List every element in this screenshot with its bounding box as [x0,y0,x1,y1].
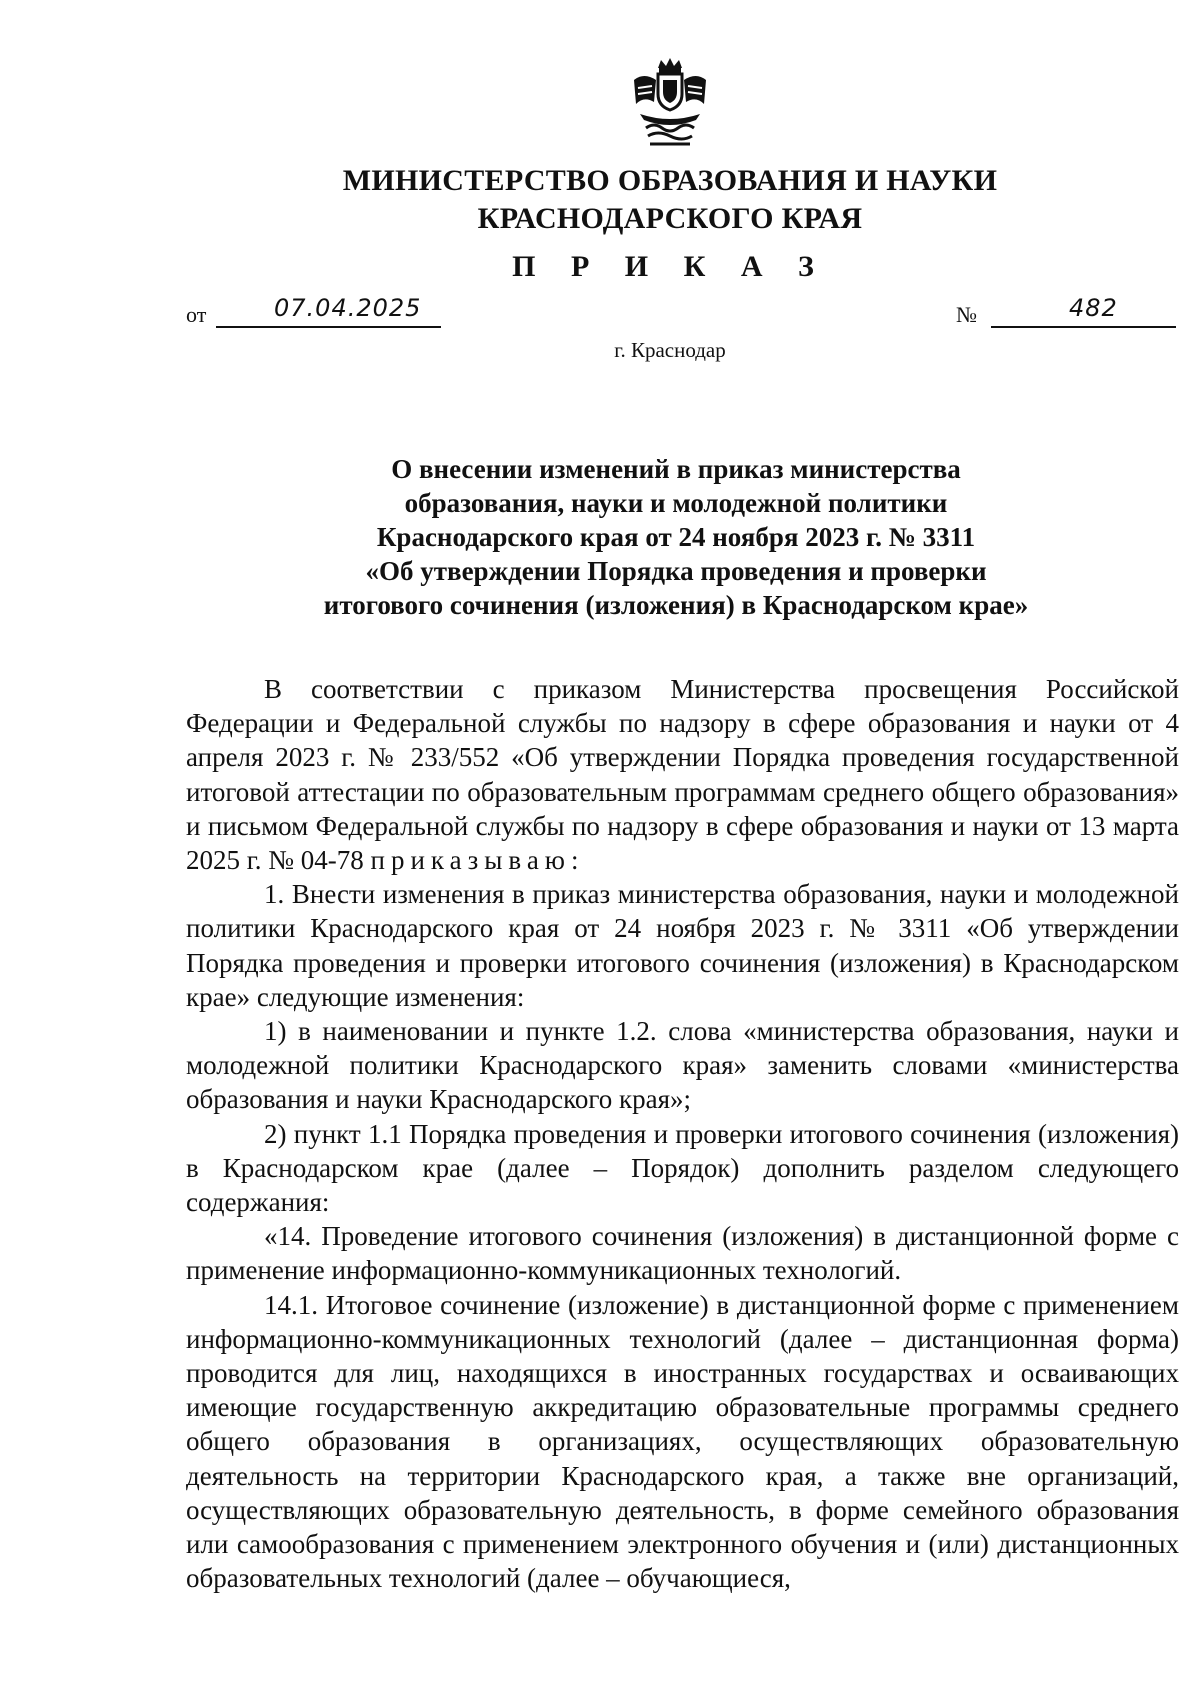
document-type-title: П Р И К А З [512,250,828,283]
city-line: г. Краснодар [614,338,726,362]
item-1-2-paragraph: 2) пункт 1.1 Порядка проведения и проверки итогового сочинения (изложения) в Краснодарском крае (далее – Порядок) дополнить разделом следующего содержания: [186,1118,1179,1218]
subject-line: образования, науки и молодежной политики [404,488,948,518]
number-field [991,294,1176,328]
subject-line: итогового сочинения (изложения) в Краснодарском крае» [323,590,1029,620]
order-body [186,672,1179,1595]
handwritten-number: 482 [1069,294,1118,322]
coat-of-arms-emblem [630,58,710,150]
subject-line: «Об утверждении Порядка проведения и проверки [365,556,987,586]
number-prefix: № [956,302,977,327]
preamble-text: В соответствии с приказом Министерства просвещения Российской Федерации и Федеральной службы по надзору в сфере образования и науки от 4 апреля 2023 г. № 233/552 «Об утверждении Порядка проведения государственной итоговой аттестации по образовательным программам среднего общего образования» и письмом Федеральной службы по надзору в сфере образования и науки от 13 марта 2025 г. № 04-78 [186,674,1179,876]
date-prefix: от [186,302,207,327]
order-subject-heading [236,452,1116,622]
subject-line: О внесении изменений в приказ министерства [391,454,961,484]
item-1-1-paragraph: 1) в наименовании и пункте 1.2. слова «министерства образования, науки и молодежной политики Краснодарского края» заменить словами «министерства образования и науки Краснодарского края»; [186,1016,1179,1115]
section-14-1-paragraph: 14.1. Итоговое сочинение (изложение) в дистанционной форме с применением информационно-коммуникационных технологий (далее – дистанционная форма) проводится для лиц, находящихся в иностранных государствах и осваивающих имеющие государственную аккредитацию образовательные программы среднего общего образования в организациях, осуществляющих образовательную деятельность на территории Краснодарского края, а также вне организаций, осуществляющих образовательную деятельность, в форме семейного образования или самообразования с применением электронного обучения и (или) дистанционных образовательных технологий (далее – обучающиеся, [186,1289,1179,1594]
item-1-paragraph: 1. Внести изменения в приказ министерства образования, науки и молодежной политики Краснодарского края от 24 ноября 2023 г. № 3311 «Об утверждении Порядка проведения и проверки итогового сочинения (изложения) в Краснодарском крае» следующие изменения: [186,879,1179,1012]
handwritten-date: 07.04.2025 [274,294,422,322]
date-number-row [186,294,1176,338]
date-field [216,294,441,328]
order-word: приказываю: [370,845,585,876]
subject-line: Краснодарского края от 24 ноября 2023 г. № 3311 [376,522,976,552]
ministry-name-line1: МИНИСТЕРСТВО ОБРАЗОВАНИЯ И НАУКИ [342,164,998,197]
ministry-name-line2: КРАСНОДАРСКОГО КРАЯ [477,202,863,235]
section-14-paragraph: «14. Проведение итогового сочинения (изложения) в дистанционной форме с применение информационно-коммуникационных технологий. [186,1221,1179,1286]
preamble-paragraph [186,672,1179,877]
